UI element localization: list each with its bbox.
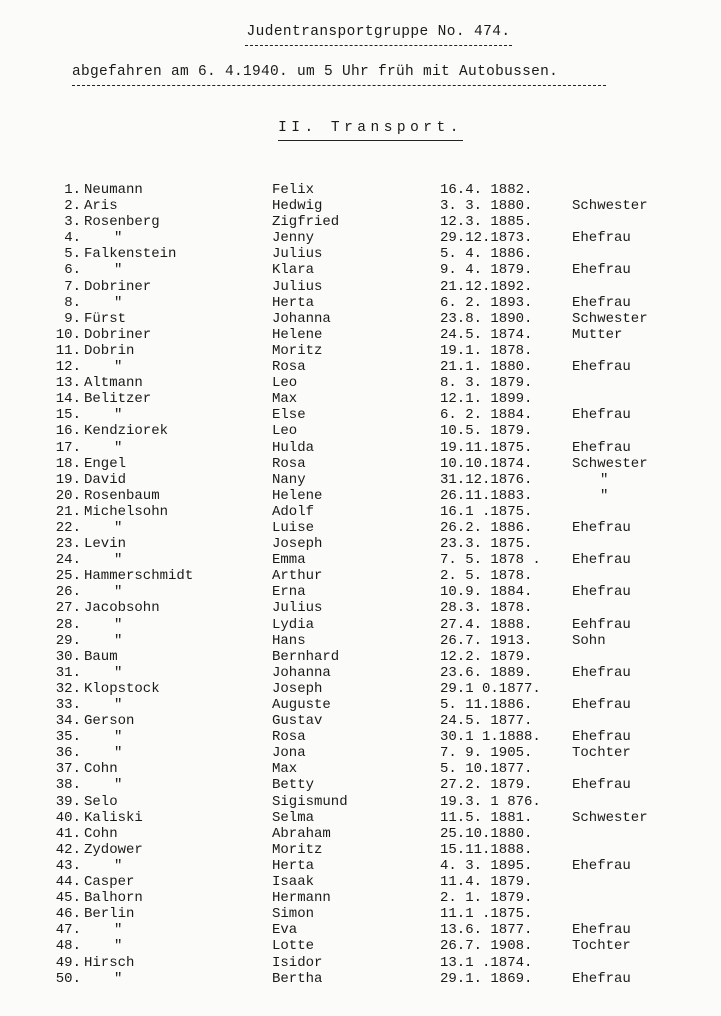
entry-birth-date: 4. 3. 1895. [440, 857, 533, 874]
entry-surname: Baum [84, 648, 118, 665]
entry-first-name: Rosa [272, 455, 306, 472]
entry-number: 42. [55, 841, 81, 858]
entry-surname: Engel [84, 455, 127, 472]
entry-relation: Tochter [572, 745, 631, 762]
entry-relation: Ehefrau [572, 552, 631, 569]
list-item [0, 890, 721, 906]
entry-birth-date: 24.5. 1877. [440, 713, 533, 730]
entry-birth-date: 10.10.1874. [440, 455, 533, 472]
list-item [0, 311, 721, 327]
entry-birth-date: 25.10.1880. [440, 825, 533, 842]
entry-surname: " [114, 519, 123, 536]
entry-number: 49. [55, 954, 81, 971]
entry-surname: Dobrin [84, 342, 135, 359]
entry-surname: " [114, 922, 123, 939]
entry-number: 41. [55, 825, 81, 842]
entry-number: 25. [55, 568, 81, 585]
entry-first-name: Zigfried [272, 214, 340, 231]
entry-first-name: Lotte [272, 938, 315, 955]
entry-number: 27. [55, 600, 81, 617]
entry-birth-date: 16.1 .1875. [440, 503, 533, 520]
entry-surname: " [114, 970, 123, 987]
entry-surname: Aris [84, 198, 118, 215]
entry-number: 37. [55, 761, 81, 778]
entry-relation: Eehfrau [572, 616, 631, 633]
entry-first-name: Johanna [272, 310, 331, 327]
entry-birth-date: 26.11.1883. [440, 487, 533, 504]
entry-first-name: Helene [272, 487, 323, 504]
list-item [0, 423, 721, 439]
departure-line: abgefahren am 6. 4.1940. um 5 Uhr früh mit Autobussen. [72, 64, 606, 86]
entry-number: 1. [64, 182, 81, 198]
entry-birth-date: 19.3. 1 876. [440, 793, 541, 810]
entry-first-name: Julius [272, 246, 323, 263]
entry-number: 47. [55, 922, 81, 939]
entry-birth-date: 11.5. 1881. [440, 809, 533, 826]
entry-relation: Ehefrau [572, 262, 631, 279]
entry-first-name: Jenny [272, 230, 315, 247]
entry-birth-date: 5. 10.1877. [440, 761, 533, 778]
list-item [0, 391, 721, 407]
entry-number: 34. [55, 713, 81, 730]
entry-first-name: Arthur [272, 568, 323, 585]
entry-first-name: Helene [272, 326, 323, 343]
entry-number: 10. [55, 326, 81, 343]
entry-first-name: Hulda [272, 439, 315, 456]
entry-surname: Hammerschmidt [84, 568, 194, 585]
list-item [0, 375, 721, 391]
entry-birth-date: 26.2. 1886. [440, 519, 533, 536]
entry-number: 31. [55, 664, 81, 681]
entry-relation: Ehefrau [572, 359, 631, 376]
entry-relation: Ehefrau [572, 697, 631, 713]
entry-surname: Kaliski [84, 809, 143, 826]
list-item [0, 440, 721, 456]
entry-relation: Ehefrau [572, 584, 631, 601]
entry-first-name: Moritz [272, 841, 323, 858]
entry-first-name: Sigismund [272, 793, 348, 810]
list-item [0, 407, 721, 423]
entry-birth-date: 21.12.1892. [440, 278, 533, 295]
entry-birth-date: 19.1. 1878. [440, 342, 533, 359]
entry-relation: Ehefrau [572, 777, 631, 794]
entry-number: 22. [55, 519, 81, 536]
entry-relation: Ehefrau [572, 294, 631, 311]
entry-first-name: Adolf [272, 503, 315, 520]
entry-surname: Fürst [84, 310, 127, 327]
entry-number: 11. [55, 342, 81, 359]
entry-first-name: Bernhard [272, 648, 340, 665]
entry-first-name: Hans [272, 632, 306, 649]
entry-relation: Ehefrau [572, 729, 631, 746]
entry-relation: " [600, 471, 609, 488]
entry-first-name: Selma [272, 809, 315, 826]
entry-surname: Levin [84, 536, 127, 553]
entry-surname: Kendziorek [84, 423, 169, 440]
entry-first-name: Leo [272, 423, 298, 440]
entry-surname: Dobriner [84, 278, 152, 295]
list-item [0, 971, 721, 987]
entry-surname: " [114, 407, 123, 424]
list-item [0, 214, 721, 230]
list-item [0, 262, 721, 278]
entry-relation: Ehefrau [572, 519, 631, 536]
entry-surname: Casper [84, 874, 135, 891]
entry-birth-date: 12.3. 1885. [440, 214, 533, 231]
list-item [0, 761, 721, 777]
entry-surname: " [114, 632, 123, 649]
list-item [0, 938, 721, 954]
entry-surname: Cohn [84, 825, 118, 842]
list-item [0, 359, 721, 375]
entry-birth-date: 3. 3. 1880. [440, 198, 533, 215]
entry-surname: Neumann [84, 182, 143, 198]
entry-number: 17. [55, 439, 81, 456]
entry-surname: " [114, 230, 123, 247]
entry-number: 39. [55, 793, 81, 810]
list-item [0, 456, 721, 472]
list-item [0, 246, 721, 262]
entry-birth-date: 2. 1. 1879. [440, 890, 533, 907]
entry-birth-date: 13.6. 1877. [440, 922, 533, 939]
entry-number: 38. [55, 777, 81, 794]
entry-first-name: Felix [272, 182, 315, 198]
entry-surname: Altmann [84, 375, 143, 392]
entry-surname: " [114, 552, 123, 569]
entry-first-name: Johanna [272, 664, 331, 681]
list-item [0, 906, 721, 922]
entry-birth-date: 10.9. 1884. [440, 584, 533, 601]
list-item [0, 842, 721, 858]
entry-surname: " [114, 439, 123, 456]
entry-relation: Schwester [572, 198, 648, 215]
list-item [0, 922, 721, 938]
list-item [0, 182, 721, 198]
entry-surname: David [84, 471, 127, 488]
list-item [0, 295, 721, 311]
entry-first-name: Leo [272, 375, 298, 392]
list-item [0, 343, 721, 359]
entry-birth-date: 31.12.1876. [440, 471, 533, 488]
entry-first-name: Auguste [272, 697, 331, 713]
entry-number: 48. [55, 938, 81, 955]
entry-first-name: Betty [272, 777, 315, 794]
entry-first-name: Lydia [272, 616, 315, 633]
entry-birth-date: 28.3. 1878. [440, 600, 533, 617]
entry-number: 44. [55, 874, 81, 891]
list-item [0, 713, 721, 729]
entry-relation: Mutter [572, 326, 623, 343]
entry-number: 13. [55, 375, 81, 392]
entry-birth-date: 29.1 0.1877. [440, 680, 541, 697]
list-item [0, 729, 721, 745]
entry-relation: Schwester [572, 809, 648, 826]
entry-number: 4. [64, 230, 81, 247]
entry-number: 36. [55, 745, 81, 762]
entry-number: 8. [64, 294, 81, 311]
entry-first-name: Isaak [272, 874, 315, 891]
entry-birth-date: 9. 4. 1879. [440, 262, 533, 279]
entry-first-name: Eva [272, 922, 298, 939]
entry-surname: " [114, 616, 123, 633]
list-item [0, 617, 721, 633]
entry-birth-date: 5. 11.1886. [440, 697, 533, 713]
entry-birth-date: 12.2. 1879. [440, 648, 533, 665]
entry-number: 19. [55, 471, 81, 488]
entry-first-name: Herta [272, 294, 315, 311]
list-item [0, 552, 721, 568]
list-item [0, 198, 721, 214]
entry-surname: Michelsohn [84, 503, 169, 520]
entry-number: 28. [55, 616, 81, 633]
entry-relation: " [600, 487, 609, 504]
entry-birth-date: 10.5. 1879. [440, 423, 533, 440]
entry-first-name: Isidor [272, 954, 323, 971]
list-item [0, 584, 721, 600]
entry-first-name: Joseph [272, 536, 323, 553]
entry-birth-date: 13.1 .1874. [440, 954, 533, 971]
entry-birth-date: 23.8. 1890. [440, 310, 533, 327]
entry-surname: Hirsch [84, 954, 135, 971]
list-item [0, 504, 721, 520]
document-title: Judentransportgruppe No. 474. [245, 24, 513, 46]
entry-surname: " [114, 857, 123, 874]
entry-first-name: Else [272, 407, 306, 424]
list-item [0, 536, 721, 552]
entry-birth-date: 23.6. 1889. [440, 664, 533, 681]
list-item [0, 745, 721, 761]
entry-surname: Rosenbaum [84, 487, 160, 504]
entry-birth-date: 5. 4. 1886. [440, 246, 533, 263]
entry-number: 9. [64, 310, 81, 327]
entry-birth-date: 27.4. 1888. [440, 616, 533, 633]
entry-first-name: Hedwig [272, 198, 323, 215]
entry-first-name: Jona [272, 745, 306, 762]
list-item [0, 649, 721, 665]
entry-birth-date: 8. 3. 1879. [440, 375, 533, 392]
list-item [0, 600, 721, 616]
entry-number: 16. [55, 423, 81, 440]
list-item [0, 327, 721, 343]
entry-number: 6. [64, 262, 81, 279]
entry-number: 26. [55, 584, 81, 601]
entry-birth-date: 29.12.1873. [440, 230, 533, 247]
entry-number: 32. [55, 680, 81, 697]
entry-first-name: Joseph [272, 680, 323, 697]
entry-surname: " [114, 359, 123, 376]
entry-first-name: Julius [272, 600, 323, 617]
entry-first-name: Max [272, 391, 298, 408]
entry-birth-date: 6. 2. 1884. [440, 407, 533, 424]
entry-surname: Jacobsohn [84, 600, 160, 617]
entry-surname: Klopstock [84, 680, 160, 697]
entry-number: 14. [55, 391, 81, 408]
list-item [0, 777, 721, 793]
entry-birth-date: 11.1 .1875. [440, 906, 533, 923]
entry-surname: " [114, 262, 123, 279]
entry-birth-date: 26.7. 1908. [440, 938, 533, 955]
entry-first-name: Max [272, 761, 298, 778]
entry-number: 23. [55, 536, 81, 553]
list-item [0, 279, 721, 295]
entry-number: 33. [55, 697, 81, 713]
list-item [0, 568, 721, 584]
entry-surname: Berlin [84, 906, 135, 923]
entry-number: 50. [55, 970, 81, 987]
entry-surname: Zydower [84, 841, 143, 858]
list-item [0, 520, 721, 536]
entry-birth-date: 21.1. 1880. [440, 359, 533, 376]
entry-birth-date: 19.11.1875. [440, 439, 533, 456]
entry-birth-date: 16.4. 1882. [440, 182, 533, 198]
entry-number: 46. [55, 906, 81, 923]
entry-birth-date: 27.2. 1879. [440, 777, 533, 794]
entry-number: 45. [55, 890, 81, 907]
entry-first-name: Moritz [272, 342, 323, 359]
entry-birth-date: 11.4. 1879. [440, 874, 533, 891]
entry-birth-date: 7. 9. 1905. [440, 745, 533, 762]
list-item [0, 810, 721, 826]
entry-number: 3. [64, 214, 81, 231]
entry-first-name: Julius [272, 278, 323, 295]
entry-first-name: Bertha [272, 970, 323, 987]
entry-birth-date: 6. 2. 1893. [440, 294, 533, 311]
entry-surname: Cohn [84, 761, 118, 778]
entry-birth-date: 15.11.1888. [440, 841, 533, 858]
list-item [0, 794, 721, 810]
entry-relation: Ehefrau [572, 439, 631, 456]
list-item [0, 488, 721, 504]
transport-heading: II. Transport. [278, 120, 463, 141]
entry-number: 18. [55, 455, 81, 472]
entry-surname: " [114, 697, 123, 713]
entry-number: 15. [55, 407, 81, 424]
entry-first-name: Rosa [272, 359, 306, 376]
list-item [0, 230, 721, 246]
entry-surname: Belitzer [84, 391, 152, 408]
passenger-list [0, 182, 721, 987]
entry-first-name: Klara [272, 262, 315, 279]
entry-relation: Ehefrau [572, 407, 631, 424]
entry-first-name: Gustav [272, 713, 323, 730]
entry-number: 20. [55, 487, 81, 504]
entry-first-name: Nany [272, 471, 306, 488]
entry-relation: Schwester [572, 455, 648, 472]
entry-surname: Selo [84, 793, 118, 810]
list-item [0, 681, 721, 697]
entry-surname: " [114, 584, 123, 601]
entry-surname: Dobriner [84, 326, 152, 343]
entry-number: 35. [55, 729, 81, 746]
list-item [0, 472, 721, 488]
entry-number: 30. [55, 648, 81, 665]
entry-birth-date: 2. 5. 1878. [440, 568, 533, 585]
entry-first-name: Abraham [272, 825, 331, 842]
entry-first-name: Rosa [272, 729, 306, 746]
entry-first-name: Herta [272, 857, 315, 874]
entry-surname: " [114, 777, 123, 794]
entry-number: 12. [55, 359, 81, 376]
entry-surname: Balhorn [84, 890, 143, 907]
entry-number: 24. [55, 552, 81, 569]
entry-surname: " [114, 938, 123, 955]
list-item [0, 697, 721, 713]
entry-number: 2. [64, 198, 81, 215]
entry-number: 5. [64, 246, 81, 263]
entry-relation: Sohn [572, 632, 606, 649]
entry-birth-date: 29.1. 1869. [440, 970, 533, 987]
entry-number: 7. [64, 278, 81, 295]
entry-birth-date: 12.1. 1899. [440, 391, 533, 408]
entry-relation: Tochter [572, 938, 631, 955]
entry-number: 21. [55, 503, 81, 520]
entry-relation: Ehefrau [572, 970, 631, 987]
entry-surname: " [114, 664, 123, 681]
list-item [0, 858, 721, 874]
entry-surname: Falkenstein [84, 246, 177, 263]
list-item [0, 874, 721, 890]
entry-first-name: Simon [272, 906, 315, 923]
entry-surname: Gerson [84, 713, 135, 730]
entry-surname: " [114, 294, 123, 311]
entry-first-name: Emma [272, 552, 306, 569]
list-item [0, 955, 721, 971]
entry-relation: Ehefrau [572, 230, 631, 247]
list-item [0, 826, 721, 842]
list-item [0, 633, 721, 649]
entry-relation: Ehefrau [572, 857, 631, 874]
entry-number: 40. [55, 809, 81, 826]
entry-birth-date: 23.3. 1875. [440, 536, 533, 553]
entry-surname: " [114, 745, 123, 762]
entry-birth-date: 26.7. 1913. [440, 632, 533, 649]
entry-relation: Ehefrau [572, 922, 631, 939]
entry-surname: " [114, 729, 123, 746]
entry-first-name: Luise [272, 519, 315, 536]
entry-birth-date: 30.1 1.1888. [440, 729, 541, 746]
entry-relation: Ehefrau [572, 664, 631, 681]
entry-birth-date: 7. 5. 1878 . [440, 552, 541, 569]
entry-first-name: Hermann [272, 890, 331, 907]
entry-relation: Schwester [572, 310, 648, 327]
entry-first-name: Erna [272, 584, 306, 601]
entry-birth-date: 24.5. 1874. [440, 326, 533, 343]
entry-number: 29. [55, 632, 81, 649]
entry-surname: Rosenberg [84, 214, 160, 231]
entry-number: 43. [55, 857, 81, 874]
list-item [0, 665, 721, 681]
